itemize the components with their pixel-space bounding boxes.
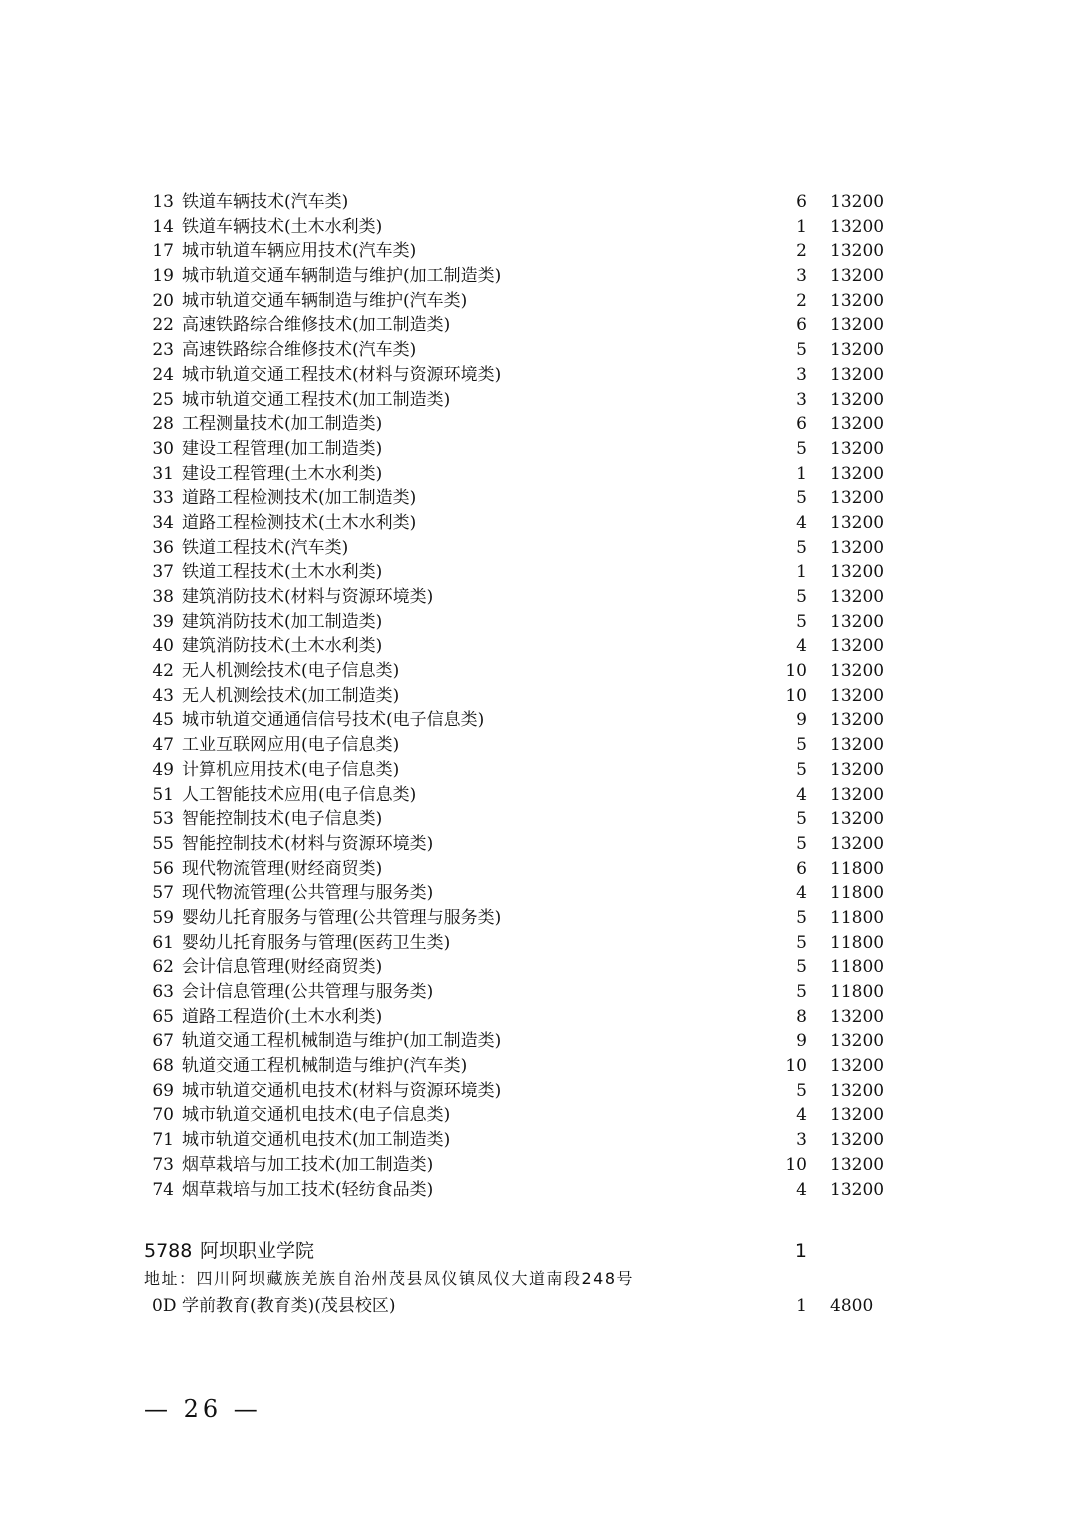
major-name: 工程测量技术(加工制造类) — [182, 414, 383, 435]
major-row — [0, 832, 1080, 857]
major-fee: 11800 — [830, 982, 885, 1002]
major-row — [0, 289, 1080, 314]
major-count: 6 — [796, 858, 807, 879]
major-code: 25 — [152, 389, 174, 410]
major-fee: 4800 — [830, 1296, 874, 1316]
major-fee: 13200 — [830, 315, 885, 336]
major-code: 47 — [152, 735, 174, 756]
major-name: 城市轨道交通工程技术(材料与资源环境类) — [182, 364, 502, 385]
major-count: 5 — [796, 833, 807, 854]
major-row — [0, 1128, 1080, 1153]
major-fee: 11800 — [830, 883, 885, 904]
major-fee: 13200 — [830, 1179, 885, 1200]
major-count: 1 — [796, 1296, 807, 1316]
major-fee: 13200 — [830, 389, 885, 410]
major-row — [0, 264, 1080, 289]
major-code: 56 — [152, 858, 174, 879]
school-block — [0, 1236, 1080, 1319]
major-count: 5 — [796, 932, 807, 953]
major-fee: 13200 — [830, 340, 885, 361]
major-count: 3 — [796, 389, 807, 410]
major-name: 建设工程管理(土木水利类) — [182, 463, 383, 484]
major-fee: 13200 — [830, 241, 885, 262]
page-number: — 26 — — [144, 1395, 262, 1423]
major-code: 62 — [152, 957, 174, 978]
major-count: 4 — [796, 1105, 807, 1126]
major-name: 铁道车辆技术(汽车类) — [182, 192, 349, 212]
major-fee: 11800 — [830, 858, 885, 879]
major-code: 59 — [152, 907, 174, 928]
major-fee: 13200 — [830, 216, 885, 237]
major-code: 19 — [152, 266, 174, 287]
major-row — [0, 733, 1080, 758]
major-name: 城市轨道车辆应用技术(汽车类) — [182, 241, 417, 262]
major-row — [0, 980, 1080, 1005]
major-row — [0, 1054, 1080, 1079]
major-fee: 13200 — [830, 685, 885, 706]
major-count: 8 — [796, 1006, 807, 1027]
major-fee: 13200 — [830, 735, 885, 756]
major-code: 33 — [152, 488, 174, 509]
major-name: 人工智能技术应用(电子信息类) — [182, 784, 417, 805]
major-fee: 13200 — [830, 364, 885, 385]
major-code: 36 — [152, 537, 174, 558]
major-row — [0, 462, 1080, 487]
major-fee: 13200 — [830, 809, 885, 830]
major-row — [0, 881, 1080, 906]
major-fee: 13200 — [830, 266, 885, 287]
major-code: 73 — [152, 1154, 174, 1175]
major-count: 1 — [796, 463, 807, 484]
major-code: 13 — [152, 192, 174, 212]
major-count: 10 — [785, 661, 807, 682]
major-name: 城市轨道交通工程技术(加工制造类) — [182, 389, 451, 410]
major-row — [0, 610, 1080, 635]
major-code: 20 — [152, 290, 174, 311]
major-count: 3 — [796, 1130, 807, 1151]
major-fee: 13200 — [830, 1031, 885, 1052]
major-row — [0, 239, 1080, 264]
major-name: 学前教育(教育类)(茂县校区) — [182, 1296, 396, 1316]
major-code: 24 — [152, 364, 174, 385]
major-count: 1 — [796, 562, 807, 583]
major-fee: 13200 — [830, 488, 885, 509]
major-code: 39 — [152, 611, 174, 632]
major-count: 4 — [796, 512, 807, 533]
major-fee: 13200 — [830, 784, 885, 805]
major-code: 55 — [152, 833, 174, 854]
major-name: 建筑消防技术(加工制造类) — [182, 611, 383, 632]
major-row — [0, 906, 1080, 931]
major-row — [0, 560, 1080, 585]
major-row — [0, 190, 1080, 215]
major-name: 轨道交通工程机械制造与维护(加工制造类) — [182, 1031, 502, 1052]
major-row — [0, 1029, 1080, 1054]
major-name: 智能控制技术(电子信息类) — [182, 809, 383, 830]
major-code: 68 — [152, 1056, 174, 1077]
major-row — [0, 659, 1080, 684]
major-row — [0, 1178, 1080, 1203]
major-code: 57 — [152, 883, 174, 904]
major-name: 现代物流管理(公共管理与服务类) — [182, 883, 434, 904]
major-row — [0, 536, 1080, 561]
major-fee: 13200 — [830, 587, 885, 607]
major-fee: 13200 — [830, 192, 885, 212]
major-count: 5 — [796, 611, 807, 632]
major-count: 4 — [796, 636, 807, 657]
major-row — [0, 807, 1080, 832]
major-code: 49 — [152, 759, 174, 780]
school-code: 5788 — [144, 1240, 193, 1262]
major-name: 道路工程检测技术(加工制造类) — [182, 488, 417, 509]
major-code: 28 — [152, 414, 174, 435]
major-name: 城市轨道交通车辆制造与维护(汽车类) — [182, 290, 468, 311]
major-code: 37 — [152, 562, 174, 583]
major-row — [0, 1103, 1080, 1128]
major-row — [0, 931, 1080, 956]
major-code: 14 — [152, 216, 174, 237]
major-count: 6 — [796, 192, 807, 212]
major-count: 5 — [796, 735, 807, 756]
school-name: 阿坝职业学院 — [200, 1240, 315, 1262]
major-name: 建筑消防技术(材料与资源环境类) — [182, 587, 434, 607]
school-quota: 1 — [794, 1240, 807, 1262]
major-row — [0, 486, 1080, 511]
major-name: 城市轨道交通机电技术(电子信息类) — [182, 1105, 451, 1126]
major-name: 铁道工程技术(汽车类) — [182, 537, 349, 558]
major-name: 无人机测绘技术(电子信息类) — [182, 661, 400, 682]
major-name: 铁道工程技术(土木水利类) — [182, 562, 383, 583]
major-fee: 13200 — [830, 759, 885, 780]
major-fee: 13200 — [830, 463, 885, 484]
major-name: 城市轨道交通机电技术(材料与资源环境类) — [182, 1080, 502, 1101]
major-name: 城市轨道交通车辆制造与维护(加工制造类) — [182, 266, 502, 287]
major-code: 67 — [152, 1031, 174, 1052]
major-count: 3 — [796, 364, 807, 385]
major-row — [0, 511, 1080, 536]
major-row — [0, 313, 1080, 338]
major-name: 无人机测绘技术(加工制造类) — [182, 685, 400, 706]
major-name: 建设工程管理(加工制造类) — [182, 438, 383, 459]
major-fee: 13200 — [830, 562, 885, 583]
school-header — [0, 1236, 1080, 1266]
major-count: 6 — [796, 315, 807, 336]
major-count: 1 — [796, 216, 807, 237]
major-row — [0, 857, 1080, 882]
major-fee: 13200 — [830, 1080, 885, 1101]
major-fee: 13200 — [830, 611, 885, 632]
major-fee: 13200 — [830, 636, 885, 657]
major-code: 23 — [152, 340, 174, 361]
major-fee: 11800 — [830, 957, 885, 978]
major-code: 31 — [152, 463, 174, 484]
major-count: 5 — [796, 587, 807, 607]
major-name: 道路工程检测技术(土木水利类) — [182, 512, 417, 533]
major-row — [0, 363, 1080, 388]
major-code: 61 — [152, 932, 174, 953]
major-row — [0, 1079, 1080, 1104]
major-fee: 13200 — [830, 414, 885, 435]
major-count: 10 — [785, 1056, 807, 1077]
major-code: 63 — [152, 982, 174, 1002]
major-name: 婴幼儿托育服务与管理(医药卫生类) — [182, 932, 451, 953]
major-row — [0, 783, 1080, 808]
major-fee: 13200 — [830, 661, 885, 682]
major-code: 70 — [152, 1105, 174, 1126]
school-major-row — [0, 1294, 1080, 1319]
major-name: 高速铁路综合维修技术(汽车类) — [182, 340, 417, 361]
major-row — [0, 388, 1080, 413]
major-fee: 11800 — [830, 907, 885, 928]
major-count: 2 — [796, 290, 807, 311]
major-name: 现代物流管理(财经商贸类) — [182, 858, 383, 879]
major-name: 铁道车辆技术(土木水利类) — [182, 216, 383, 237]
major-name: 工业互联网应用(电子信息类) — [182, 735, 400, 756]
major-code: 51 — [152, 784, 174, 805]
major-count: 9 — [796, 710, 807, 731]
major-name: 烟草栽培与加工技术(轻纺食品类) — [182, 1179, 434, 1200]
major-code: 43 — [152, 685, 174, 706]
major-code: 74 — [152, 1179, 174, 1200]
major-list — [0, 190, 1080, 1202]
major-count: 5 — [796, 1080, 807, 1101]
major-row — [0, 585, 1080, 610]
major-fee: 13200 — [830, 537, 885, 558]
major-code: 65 — [152, 1006, 174, 1027]
major-name: 轨道交通工程机械制造与维护(汽车类) — [182, 1056, 468, 1077]
major-fee: 13200 — [830, 710, 885, 731]
major-count: 4 — [796, 883, 807, 904]
major-count: 9 — [796, 1031, 807, 1052]
major-name: 道路工程造价(土木水利类) — [182, 1006, 383, 1027]
major-row — [0, 1005, 1080, 1030]
major-code: 40 — [152, 636, 174, 657]
major-code: 71 — [152, 1130, 174, 1151]
major-fee: 13200 — [830, 1154, 885, 1175]
major-count: 5 — [796, 537, 807, 558]
major-code: 30 — [152, 438, 174, 459]
major-count: 10 — [785, 685, 807, 706]
major-row — [0, 708, 1080, 733]
major-fee: 13200 — [830, 512, 885, 533]
major-count: 5 — [796, 438, 807, 459]
major-code: 0D — [152, 1296, 177, 1316]
major-row — [0, 684, 1080, 709]
major-name: 高速铁路综合维修技术(加工制造类) — [182, 315, 451, 336]
major-row — [0, 338, 1080, 363]
major-row — [0, 1153, 1080, 1178]
major-name: 城市轨道交通机电技术(加工制造类) — [182, 1130, 451, 1151]
major-code: 38 — [152, 587, 174, 607]
major-fee: 13200 — [830, 833, 885, 854]
major-code: 34 — [152, 512, 174, 533]
major-code: 22 — [152, 315, 174, 336]
major-code: 45 — [152, 710, 174, 731]
major-name: 婴幼儿托育服务与管理(公共管理与服务类) — [182, 907, 502, 928]
major-row — [0, 412, 1080, 437]
major-row — [0, 215, 1080, 240]
major-count: 5 — [796, 982, 807, 1002]
major-count: 4 — [796, 784, 807, 805]
major-fee: 13200 — [830, 1056, 885, 1077]
major-count: 10 — [785, 1154, 807, 1175]
major-count: 5 — [796, 488, 807, 509]
major-count: 3 — [796, 266, 807, 287]
major-count: 5 — [796, 759, 807, 780]
major-row — [0, 955, 1080, 980]
major-name: 城市轨道交通通信信号技术(电子信息类) — [182, 710, 485, 731]
major-row — [0, 437, 1080, 462]
major-count: 6 — [796, 414, 807, 435]
major-count: 4 — [796, 1179, 807, 1200]
major-row — [0, 758, 1080, 783]
major-count: 5 — [796, 907, 807, 928]
major-code: 17 — [152, 241, 174, 262]
major-count: 2 — [796, 241, 807, 262]
major-count: 5 — [796, 809, 807, 830]
major-code: 69 — [152, 1080, 174, 1101]
major-name: 智能控制技术(材料与资源环境类) — [182, 833, 434, 854]
major-name: 计算机应用技术(电子信息类) — [182, 759, 400, 780]
major-count: 5 — [796, 340, 807, 361]
major-fee: 11800 — [830, 932, 885, 953]
major-fee: 13200 — [830, 1006, 885, 1027]
major-code: 53 — [152, 809, 174, 830]
major-row — [0, 634, 1080, 659]
school-address: 地址：四川阿坝藏族羌族自治州茂县凤仪镇凤仪大道南段248号 — [144, 1269, 635, 1288]
major-fee: 13200 — [830, 1130, 885, 1151]
major-name: 会计信息管理(财经商贸类) — [182, 957, 383, 978]
major-name: 烟草栽培与加工技术(加工制造类) — [182, 1154, 434, 1175]
major-count: 5 — [796, 957, 807, 978]
major-fee: 13200 — [830, 1105, 885, 1126]
major-name: 建筑消防技术(土木水利类) — [182, 636, 383, 657]
major-code: 42 — [152, 661, 174, 682]
major-fee: 13200 — [830, 438, 885, 459]
major-name: 会计信息管理(公共管理与服务类) — [182, 982, 434, 1002]
major-fee: 13200 — [830, 290, 885, 311]
